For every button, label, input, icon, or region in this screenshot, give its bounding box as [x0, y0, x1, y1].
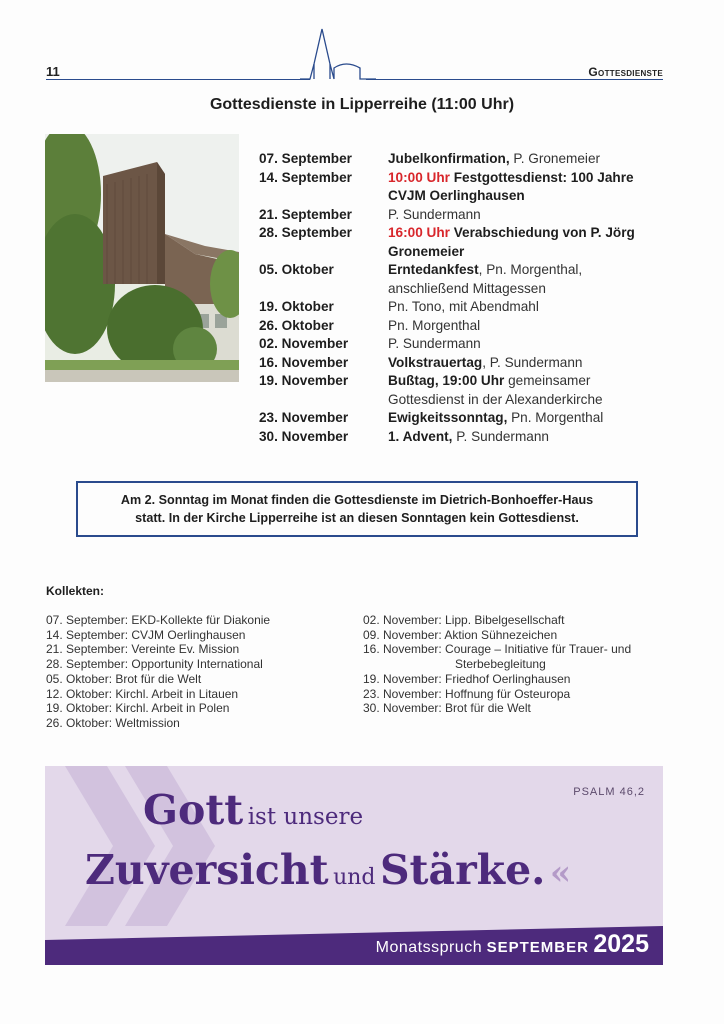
- schedule-text: Jubelkonfirmation,: [388, 151, 510, 166]
- collection-item: 07. September: EKD-Kollekte für Diakonie: [46, 613, 271, 627]
- schedule-date: 02. November: [259, 336, 349, 351]
- schedule-text: Pn. Morgenthal: [388, 317, 481, 333]
- schedule-date: 16. November: [259, 354, 349, 370]
- collection-item: 26. Oktober: Weltmission: [46, 715, 180, 730]
- schedule-description: [388, 261, 658, 298]
- notice-line-2: statt. In der Kirche Lipperreihe ist an diesen Sonntagen kein Gottesdienst.: [135, 511, 579, 525]
- collection-item: 02. November: Lipp. Bibelgesellschaft: [363, 613, 565, 627]
- collections-list-right: [363, 613, 668, 716]
- schedule-row: [259, 169, 679, 206]
- schedule-row: [259, 409, 679, 428]
- schedule-text: Volkstrauertag: [388, 354, 483, 370]
- schedule-row: [259, 335, 679, 354]
- schedule-text: Festgottesdienst: 100 Jahre CVJM Oerlinghausen: [388, 169, 634, 203]
- collection-item: 30. November: Brot für die Welt: [363, 701, 531, 716]
- schedule-row: [259, 428, 679, 447]
- schedule-date: 21. September: [259, 206, 352, 222]
- closing-quote: «: [549, 853, 572, 893]
- verse-word-gott: Gott: [143, 786, 244, 834]
- schedule-date: 23. November: [259, 410, 349, 425]
- schedule-row: [259, 298, 679, 317]
- notice-line-1: Am 2. Sonntag im Monat finden die Gottesdienste im Dietrich-Bonhoeffer-Haus: [120, 493, 594, 507]
- schedule-text: gemeinsamer Gottesdienst in der Alexanderkirche: [388, 373, 603, 407]
- collection-item: 14. September: CVJM Oerlinghausen: [46, 627, 246, 642]
- schedule-text: Erntedankfest: [388, 262, 479, 277]
- schedule-row: [259, 224, 679, 261]
- monthly-label: Monatsspruch: [375, 939, 483, 956]
- verse-line-1: [143, 786, 363, 834]
- service-schedule: [259, 150, 679, 446]
- schedule-description: [388, 206, 658, 225]
- section-title-text: Gottesdienste: [588, 65, 663, 79]
- schedule-text: Bußtag, 19:00 Uhr: [388, 373, 505, 388]
- verse-word-zuversicht: Zuversicht: [85, 846, 329, 894]
- schedule-time: 16:00 Uhr: [388, 225, 450, 240]
- schedule-row: [259, 317, 679, 336]
- schedule-date: 28. September: [259, 225, 352, 240]
- schedule-description: [388, 354, 658, 373]
- church-photo: [45, 134, 239, 382]
- schedule-date: 05. Oktober: [259, 262, 334, 277]
- schedule-text: 1. Advent,: [388, 428, 453, 444]
- schedule-description: [388, 298, 658, 317]
- schedule-time: 10:00 Uhr: [388, 169, 450, 185]
- year-label: 2025: [593, 930, 649, 958]
- schedule-text: , Pn. Morgenthal, anschließend Mittagessen: [388, 262, 583, 296]
- schedule-text: Pn. Morgenthal: [507, 410, 604, 425]
- collection-item: 19. November: Friedhof Oerlinghausen: [363, 671, 571, 686]
- schedule-description: [388, 409, 658, 428]
- schedule-description: [388, 169, 658, 206]
- schedule-date: 14. September: [259, 169, 352, 185]
- schedule-description: [388, 335, 658, 354]
- schedule-text: P. Gronemeier: [509, 151, 601, 166]
- church-logo-icon: [300, 28, 376, 84]
- schedule-description: [388, 150, 658, 169]
- collections-heading: Kollekten:: [46, 584, 105, 598]
- schedule-text: P. Sundermann: [388, 206, 481, 222]
- month-label: SEPTEMBER: [486, 939, 589, 956]
- schedule-text: Pn. Tono, mit Abendmahl: [388, 299, 539, 314]
- collection-item: 12. Oktober: Kirchl. Arbeit in Litauen: [46, 686, 239, 701]
- schedule-date: 07. September: [259, 151, 352, 166]
- monthly-verse-label: [376, 930, 649, 959]
- verse-word-und: und: [333, 865, 376, 890]
- monthly-verse-banner: [45, 766, 663, 965]
- schedule-row: [259, 261, 679, 298]
- schedule-date: 26. Oktober: [259, 317, 334, 333]
- collection-item: 16. November: Courage – Initiative für Trauer- und Sterbebegleitung: [363, 642, 632, 672]
- schedule-description: [388, 317, 658, 336]
- header-rule-left: [46, 79, 310, 80]
- schedule-date: 19. November: [259, 373, 349, 388]
- collections-list-left: [46, 613, 346, 731]
- section-title: [588, 65, 663, 79]
- notice-box: [76, 481, 638, 537]
- services-heading: Gottesdienste in Lipperreihe (11:00 Uhr): [209, 96, 515, 113]
- header-rule-right: [366, 79, 663, 80]
- schedule-row: [259, 372, 679, 409]
- schedule-text: P. Sundermann: [388, 336, 481, 351]
- collection-item: 09. November: Aktion Sühnezeichen: [363, 627, 558, 642]
- verse-word-ist-unsere: ist unsere: [247, 804, 364, 830]
- page-number: 11: [46, 64, 60, 79]
- verse-word-staerke: Stärke.: [379, 846, 546, 894]
- verse-line-2: [85, 846, 571, 894]
- collection-item: 05. Oktober: Brot für die Welt: [46, 671, 202, 686]
- collection-item: 28. September: Opportunity International: [46, 657, 263, 672]
- schedule-date: 19. Oktober: [259, 299, 334, 314]
- schedule-row: [259, 150, 679, 169]
- schedule-text: , P. Sundermann: [482, 354, 583, 370]
- schedule-text: Verabschiedung von P. Jörg Gronemeier: [388, 225, 635, 259]
- schedule-text: P. Sundermann: [452, 428, 549, 444]
- notice-text: [121, 491, 593, 527]
- collection-item: 23. November: Hoffnung für Osteuropa: [363, 686, 571, 701]
- psalm-reference: PSALM 46,2: [573, 786, 645, 798]
- schedule-row: [259, 354, 679, 373]
- collection-item: 21. September: Vereinte Ev. Mission: [46, 642, 240, 657]
- schedule-description: [388, 428, 658, 447]
- schedule-description: [388, 224, 658, 261]
- schedule-text: Ewigkeitssonntag,: [388, 410, 508, 425]
- schedule-description: [388, 372, 658, 409]
- schedule-date: 30. November: [259, 428, 349, 444]
- collection-item: 19. Oktober: Kirchl. Arbeit in Polen: [46, 701, 230, 716]
- schedule-row: [259, 206, 679, 225]
